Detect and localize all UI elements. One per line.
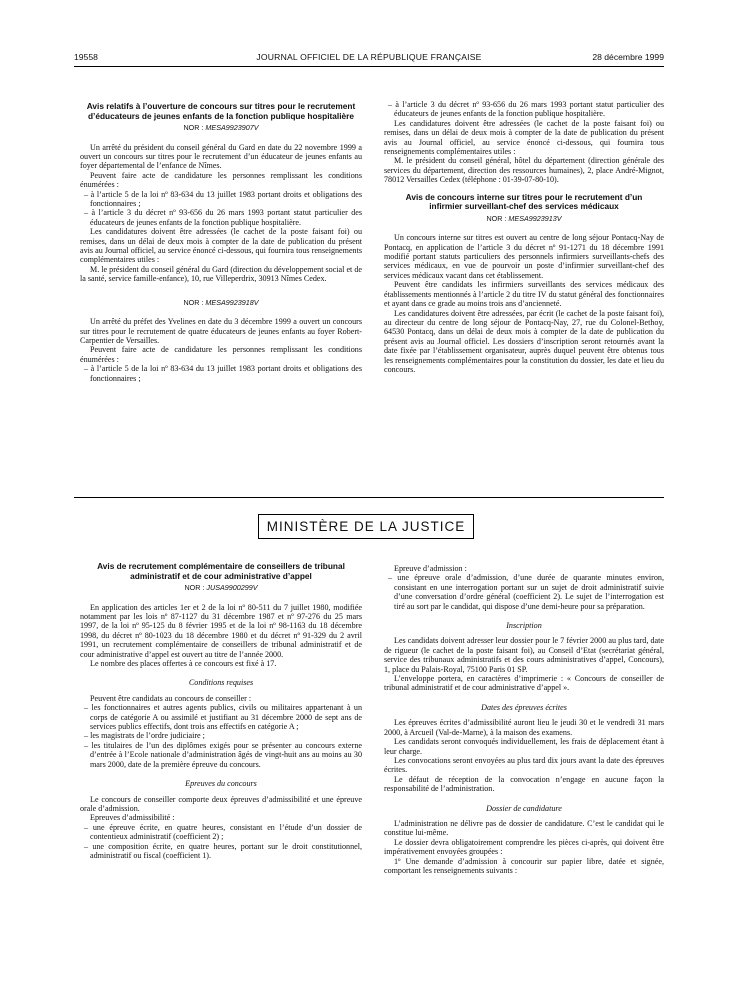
eligibility-list	[80, 703, 362, 769]
list-item: – les fonctionnaires et autres agents publics, civils ou militaires appartenant à un corps de catégorie A ou assimilé et justifiant au 31 décembre 2000 de sept ans de services publics effectifs, dont trois ans effectifs en catégorie A ;	[84, 703, 362, 732]
paragraph: Les candidats seront convoqués individuellement, les frais de déplacement étant à leur charge.	[384, 737, 664, 756]
exam-list	[80, 823, 362, 861]
paragraph: Les candidatures doivent être adressées (le cachet de la poste faisant foi) ou remises, dans un délai de deux mois à compter de la date de publication du présent avis au Journal officiel, au service énoncé ci-dessous, qui fournira tous renseignements complémentaires utiles :	[80, 227, 362, 265]
section-subheading: Inscription	[506, 621, 542, 631]
nor-reference: NOR : MESA9923918V	[183, 297, 259, 307]
paragraph: Peuvent faire acte de candidature les personnes remplissant les conditions énumérées :	[80, 170, 362, 190]
right-column-bottom	[384, 564, 664, 875]
notice-title: Avis de recrutement complémentaire de conseillers de tribunal administratif et de cour administrative d’appel	[97, 561, 345, 581]
paragraph: M. le président du conseil général du Gard (direction du développement social et de la santé, service famille-enfance), 10, rue Villeperdrix, 30913 Nîmes Cedex.	[80, 264, 362, 284]
nor-reference: NOR : MESA9923913V	[486, 213, 562, 223]
list-item: – une épreuve orale d’admission, d’une durée de quarante minutes environ, consistant en une interrogation portant sur un sujet de droit administratif suivie d’une conversation d’ordre général (coefficient 2). Le sujet de l’interrogation est tiré au sort par le candidat, qui dispose d’une demi-heure pour sa préparation.	[388, 573, 664, 611]
nor-code: MESA9923913V	[508, 213, 562, 223]
notice-title: Avis de concours interne sur titres pour le recrutement d’un infirmier surveillant-chef des services médicaux	[405, 191, 643, 212]
page-number: 19558	[74, 52, 98, 62]
paragraph: Epreuve d’admission :	[394, 564, 467, 573]
paragraph: L’enveloppe portera, en caractères d’imprimerie : « Concours de conseiller de tribunal administratif et de cour administrative d’appel ».	[384, 674, 664, 693]
section-subheading: Dossier de candidature	[486, 803, 562, 813]
nor-reference: NOR : JUSA9900299V	[184, 583, 258, 593]
paragraph: Les candidats doivent adresser leur dossier pour le 7 février 2000 au plus tard, date de rigueur (le cachet de la poste faisant foi), au Conseil d’Etat (secrétariat général, service des tribunaux administratifs et des cours administratives d’appel, Concours), 1, place du Palais-Royal, 75100 Paris 01 SP.	[384, 636, 664, 674]
paragraph: Un arrêté du président du conseil général du Gard en date du 22 novembre 1999 a ouvert un concours sur titres pour le recrutement d’un éducateur de jeunes enfants au foyer départemental de l’enfance de Nîmes.	[80, 142, 362, 171]
paragraph: Les convocations seront envoyées au plus tard dix jours avant la date des épreuves écrites.	[384, 755, 664, 775]
paragraph: Epreuves d’admissibilité :	[90, 813, 175, 823]
notice-title: Avis relatifs à l’ouverture de concours sur titres pour le recrutement d’éducateurs de jeunes enfants de la fonction publique hospitalière	[86, 101, 356, 121]
paragraph: 1º Une demande d’admission à concourir sur papier libre, datée et signée, comportant les renseignements suivants :	[384, 856, 664, 875]
nor-code: JUSA9900299V	[206, 583, 258, 593]
left-column-bottom	[80, 562, 362, 860]
issue-date: 28 décembre 1999	[592, 52, 664, 62]
nor-code: MESA9923918V	[205, 297, 259, 307]
nor-reference: NOR : MESA9923907V	[183, 123, 259, 133]
paragraph: Les candidatures doivent être adressées, par écrit (le cachet de la poste faisant foi), au directeur du centre de long séjour de Pontacq-Nay, 27, rue du Colonel-Bethoy, 64530 Pontacq, dans un délai de deux mois à compter de la date de publication du présent avis au Journal officiel. Les dossiers d’inscription seront retournés avant la date fixée par l’établissement organisateur, auprès duquel peuvent être obtenus tous les renseignements complémentaires pour la constitution du dossier, les date et lieu du concours.	[384, 308, 664, 374]
section-subheading: Dates des épreuves écrites	[481, 702, 567, 712]
section-subheading: Epreuves du concours	[185, 779, 257, 789]
list-item: – à l’article 5 de la loi nº 83-634 du 13 juillet 1983 portant droits et obligations des fonctionnaires ;	[84, 364, 362, 383]
section-subheading: Conditions requises	[188, 678, 254, 688]
list-item: – à l’article 5 de la loi nº 83-634 du 13 juillet 1983 portant droits et obligations des fonctionnaires ;	[84, 189, 362, 209]
journal-title: JOURNAL OFFICIEL DE LA RÉPUBLIQUE FRANÇAISE	[256, 52, 482, 62]
list-item: – les magistrats de l’ordre judiciaire ;	[84, 731, 205, 741]
page-header	[74, 52, 664, 67]
list-item: – une épreuve écrite, en quatre heures, consistant en l’étude d’un dossier de contentieux administratif (coefficient 2) ;	[84, 822, 362, 842]
conditions-list	[80, 190, 362, 228]
list-item: – les titulaires de l’un des diplômes exigés pour se présenter au concours externe d’entrée à l’Ecole nationale d’administration âgés de vingt-huit ans au moins au 30 mars 2000, date de la première épreuve du concours.	[84, 740, 362, 769]
paragraph: Peuvent faire acte de candidature les personnes remplissant les conditions énumérées :	[80, 345, 362, 364]
paragraph: Le dossier devra obligatoirement comprendre les pièces ci-après, qui doivent être impérativement envoyées groupées :	[384, 837, 664, 857]
paragraph: L’administration ne délivre pas de dossier de candidature. C’est le candidat qui le constitue lui-même.	[384, 818, 664, 838]
conditions-list	[384, 100, 664, 119]
paragraph: Le concours de conseiller comporte deux épreuves d’admissibilité et une épreuve orale d’admission.	[80, 794, 362, 813]
paragraph: Peuvent être candidats les infirmiers surveillants des services médicaux des établissements mentionnés à l’article 2 du titre IV du statut général des fonctionnaires et ayant dans ce grade au moins trois ans d’ancienneté.	[384, 280, 664, 309]
paragraph: Peuvent être candidats au concours de conseiller :	[90, 693, 252, 703]
right-column-top	[384, 100, 664, 374]
paragraph: En application des articles 1er et 2 de la loi nº 80-511 du 7 juillet 1980, modifiée notamment par les lois nº 87-1127 du 31 décembre 1987 et nº 97-276 du 25 mars 1997, de la loi nº 95-125 du 8 février 1995 et de la loi nº 98-1163 du 18 décembre 1998, du décret nº 80-1023 du 18 décembre 1980 et du décret nº 91-329 du 2 avril 1991, un recrutement complémentaire de conseillers de tribunal administratif et de cour administrative d’appel est ouvert au titre de l’année 2000.	[80, 602, 362, 659]
left-column-top	[80, 102, 362, 383]
list-item: – à l’article 3 du décret nº 93-656 du 26 mars 1993 portant statut particulier des éducateurs de jeunes enfants de la fonction publique hospitalière.	[388, 100, 664, 119]
paragraph: M. le président du conseil général, hôtel du département (direction générale des services du département, direction des ressources humaines), 2, place André-Mignot, 78012 Versailles Cedex (téléphone : 01-39-07-80-10).	[384, 156, 664, 185]
list-item: – une composition écrite, en quatre heures, portant sur le droit constitutionnel, administratif ou fiscal (coefficient 1).	[84, 841, 362, 860]
paragraph: Le défaut de réception de la convocation n’engage en aucune façon la responsabilité de l’administration.	[384, 774, 664, 794]
section-divider	[74, 497, 664, 498]
paragraph: Le nombre des places offertes à ce concours est fixé à 17.	[90, 659, 277, 669]
list-item: – à l’article 3 du décret nº 93-656 du 26 mars 1993 portant statut particulier des éducateurs de jeunes enfants de la fonction publique hospitalière.	[84, 208, 362, 227]
paragraph: Les épreuves écrites d’admissibilité auront lieu le jeudi 30 et le vendredi 31 mars 2000, à Arcueil (Val-de-Marne), à la maison des examens.	[384, 718, 664, 737]
conditions-list	[80, 364, 362, 383]
exam-list	[384, 573, 664, 611]
paragraph: Les candidatures doivent être adressées (le cachet de la poste faisant foi) ou remises, dans un délai de deux mois à compter de la date de publication du présent avis au Journal officiel, au service énoncé ci-dessous, qui fournira tous renseignements complémentaires utiles :	[384, 118, 664, 157]
ministry-heading: MINISTÈRE DE LA JUSTICE	[258, 514, 474, 539]
paragraph: Un concours interne sur titres est ouvert au centre de long séjour Pontacq-Nay de Pontacq, en application de l’article 3 du décret nº 91-1271 du 18 décembre 1991 modifié portant statuts particuliers des personnels infirmiers surveillants-chefs des services médicaux, en vue de pourvoir un poste d’infirmier surveillant-chef des services médicaux vacant dans cet établissement.	[384, 233, 664, 280]
nor-code: MESA9923907V	[205, 123, 259, 133]
paragraph: Un arrêté du préfet des Yvelines en date du 3 décembre 1999 a ouvert un concours sur titres pour le recrutement de quatre éducateurs de jeunes enfants au foyer Robert-Carpentier de Versailles.	[80, 317, 362, 345]
